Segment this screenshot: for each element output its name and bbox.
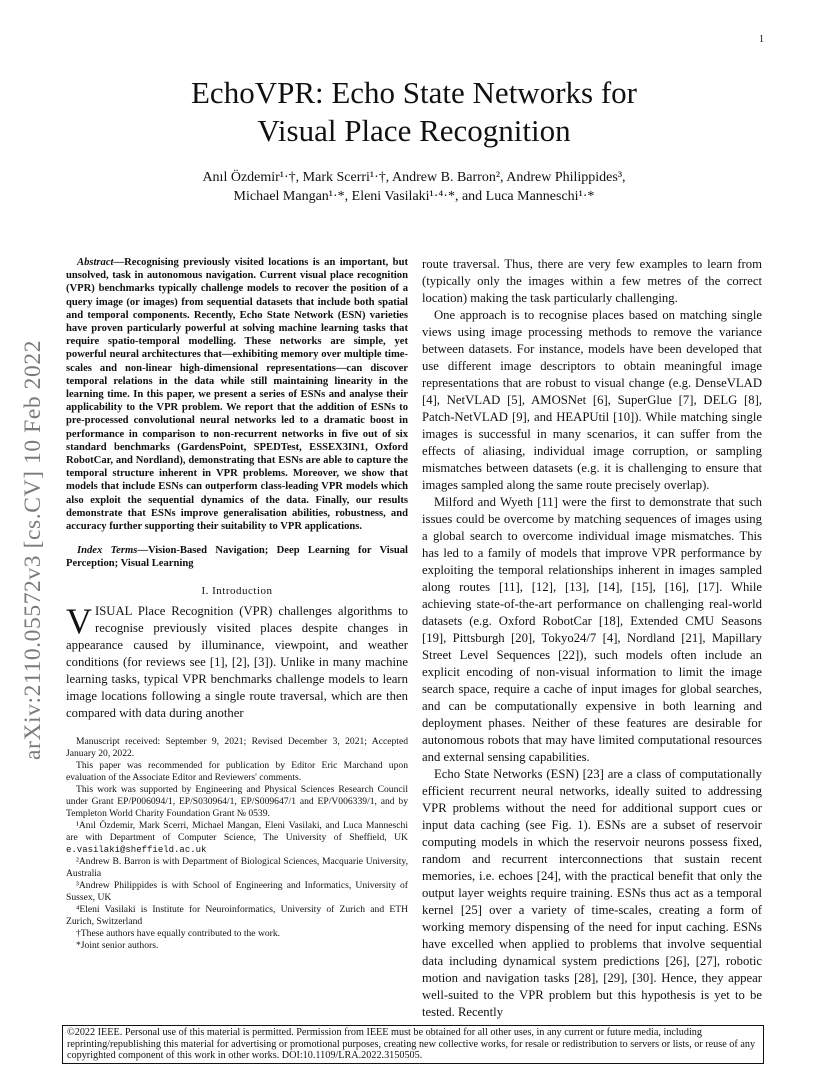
arxiv-stamp: arXiv:2110.05572v3 [cs.CV] 10 Feb 2022 bbox=[20, 339, 46, 760]
title-line-2: Visual Place Recognition bbox=[257, 113, 571, 148]
title-line-1: EchoVPR: Echo State Networks for bbox=[191, 75, 637, 110]
dropcap: V bbox=[66, 600, 92, 641]
email-link[interactable]: e.vasilaki@sheffield.ac.uk bbox=[66, 844, 207, 855]
footnote: Manuscript received: September 9, 2021; Revised December 3, 2021; Accepted January 20, 2022. bbox=[66, 735, 408, 759]
authors-line-1: Anıl Özdemir¹·†, Mark Scerri¹·†, Andrew B. Barron², Andrew Philippides³, bbox=[202, 170, 626, 185]
footnote-affiliation-text: ¹Anıl Özdemir, Mark Scerri, Michael Mangan, Eleni Vasilaki, and Luca Manneschi are with Department of Computer Science, The University of Sheffield, UK bbox=[66, 819, 408, 843]
footnote bbox=[66, 820, 408, 856]
footnote: ³Andrew Philippides is with School of Engineering and Informatics, University of Sussex, UK bbox=[66, 879, 408, 903]
footnotes bbox=[66, 736, 408, 952]
left-column bbox=[66, 256, 408, 952]
right-column bbox=[422, 256, 762, 1021]
body-paragraph: Milford and Wyeth [11] were the first to demonstrate that such issues could be overcome by matching sequences of images using a global search to overcome individual image mismatches. This has led to a family of models that improve VPR performance by exploiting the temporal relationships inherent in images sampled along routes [11], [12], [13], [14], [15], [16], [17]. While achieving state-of-the-art performance on challenging real-world datasets (e.g. Oxford RobotCar [18], Extended CMU Seasons [19], Pittsburgh [20], Tokyo24/7 [4], Nordland [21], Mapillary Street Level Sequences [22]), such models often include an explicit encoding of non-visual information to limit the image search space, require a cache of input images for global searches, and can be computationally expensive in both learning and deployment phases. Neither of these features are desirable for autonomous robots that may have limited computational resources and external sensing capabilities. bbox=[422, 495, 762, 764]
abstract bbox=[66, 256, 408, 571]
intro-text: ISUAL Place Recognition (VPR) challenges algorithms to recognise previously visited places despite changes in appearance caused by illuminance, viewpoint, and weather conditions (for reviews see [1], [2], [3]). Unlike in many machine learning tasks, typical VPR benchmarks challenge models to learn image locations following a single route traversal, which are then compared with data during another bbox=[66, 603, 408, 720]
intro-paragraph bbox=[66, 600, 408, 722]
body-paragraph: Echo State Networks (ESN) [23] are a class of computationally efficient recurrent neural networks, ideally suited to addressing VPR problems without the need for additional support cues or input data caching (see Fig. 1). ESNs are a subset of reservoir computing models in which the reservoir neurons possess fixed, random and recurrent interconnections that sustain recent memories, i.e. echoes [24], with the practical benefit that only the output layer weights require training. ESNs thus act as a temporal kernel [25] over a variety of time-scales, creating a form of working memory dispensing of the need for input caching. ESNs have excelled when applied to problems that involve sequential data including dynamical system predictions [26], [27], robotic motion and navigation tasks [28], [29], [30]. Hence, they appear well-suited to the VPR problem but this hypothesis is yet to be tested. Recently bbox=[422, 767, 762, 1019]
section-heading: I. Introduction bbox=[201, 584, 273, 597]
footnote: This work was supported by Engineering and Physical Sciences Research Council under Grant EP/P006094/1, EP/S030964/1, EP/S009647/1 and EP/V006339/1, and by Templeton World Charity Foundation Grant № 0539. bbox=[66, 783, 408, 819]
authors-line-2: Michael Mangan¹·*, Eleni Vasilaki¹·⁴·*, and Luca Manneschi¹·* bbox=[233, 189, 595, 204]
copyright-notice: ©2022 IEEE. Personal use of this material is permitted. Permission from IEEE must be obtained for all other uses, in any current or future media, including reprinting/republishing this material for advertising or promotional purposes, creating new collective works, for resale or redistribution to servers or lists, or reuse of any copyrighted component of this work in other works. DOI:10.1109/LRA.2022.3150505. bbox=[62, 1025, 764, 1064]
paper-title bbox=[80, 74, 748, 150]
index-terms-label: Index Terms bbox=[77, 545, 138, 557]
abstract-label: Abstract bbox=[77, 257, 114, 268]
body-paragraph: route traversal. Thus, there are very few examples to learn from (typically only the images within a few metres of the correct location) making the task particularly challenging. bbox=[422, 257, 762, 305]
page-number: 1 bbox=[759, 34, 764, 45]
footnote: *Joint senior authors. bbox=[76, 939, 159, 951]
intro-body bbox=[66, 600, 408, 722]
author-list bbox=[120, 168, 708, 206]
footnote: †These authors have equally contributed to the work. bbox=[76, 927, 281, 939]
body-paragraph: One approach is to recognise places based on matching single views using image processing methods to remove the variance between datasets. For instance, models have been developed that use different image descriptors to obtain meaningful image representations that are robust to visual change (e.g. DenseVLAD [4], NetVLAD [5], AMOSNet [6], SuperGlue [7], DELG [8], Patch-NetVLAD [9], and HEAPUtil [10]). While matching single images is successful in many scenarios, it can suffer from the effects of aliasing, individual image corruption, or sampling mismatches between datasets (e.g. it is challenging to ensure that images sampled along the same route precisely overlap). bbox=[422, 308, 762, 492]
footnote: ²Andrew B. Barron is with Department of Biological Sciences, Macquarie University, Australia bbox=[66, 855, 408, 879]
footnote: ⁴Eleni Vasilaki is Institute for Neuroinformatics, University of Zurich and ETH Zurich, Switzerland bbox=[66, 903, 408, 927]
abstract-paragraph bbox=[66, 256, 408, 533]
index-terms bbox=[66, 544, 408, 570]
index-terms-text: —Vision-Based Navigation; Deep Learning for Visual Perception; Visual Learning bbox=[66, 545, 408, 570]
footnote: This paper was recommended for publication by Editor Eric Marchand upon evaluation of the Associate Editor and Reviewers' comments. bbox=[66, 759, 408, 783]
abstract-text: —Recognising previously visited locations is an important, but unsolved, task in autonomous navigation. Current visual place recognition (VPR) benchmarks typically challenge models to recover the position of a query image (or images) from sequential datasets that include both spatial and temporal components. Recently, Echo State Network (ESN) varieties have proven particularly powerful at solving machine learning tasks that require spatio-temporal modelling. These networks are simple, yet powerful neural architectures that—exhibiting memory over multiple time-scales and non-linear high-dimensional representations—can discover temporal relations in the data while still maintaining linearity in the learning time. In this paper, we present a series of ESNs and analyse their applicability to the VPR problem. We report that the addition of ESNs to pre-processed convolutional neural networks led to a dramatic boost in performance in comparison to non-recurrent networks in five out of six standard benchmarks (GardensPoint, SPEDTest, ESSEX3IN1, Oxford RobotCar, and Nordland), demonstrating that ESNs are able to capture the temporal structure inherent in VPR problems. Moreover, we show that models that include ESNs can outperform class-leading VPR models which also exploit the sequential dynamics of the data. Finally, our results demonstrate that ESNs improve generalisation abilities, robustness, and accuracy further supporting their suitability to VPR applications. bbox=[66, 257, 408, 533]
